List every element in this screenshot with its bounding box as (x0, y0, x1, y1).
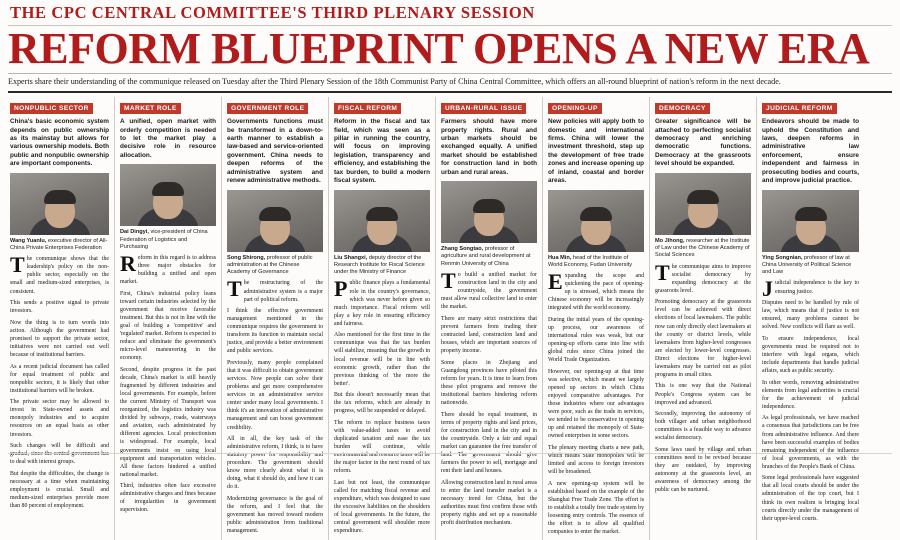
column-intro: New policies will apply both to domestic and international firms. China will lower the investment threshold, step up the development of free trade zones and increase opening up of inland, coastal and border areas. (548, 118, 644, 185)
article-paragraph: In other words, removing administrative elements from legal authorities is crucial for the achievement of judicial independence. (762, 379, 859, 410)
section-tag[interactable]: JUDICIAL REFORM (762, 103, 837, 114)
article-paragraph: But despite the difficulties, the change is necessary at a time when maintaining employment is crucial. Small and medium-sized enterprises provide more than 80 percent of employment. (10, 470, 109, 510)
article-paragraph: A new opening-up system will be established based on the example of the Shanghai Free Trade Zone. The effort is to establish a totally free trade system by loosening entry controls. The essence of the effort is to allow all qualified companies to enter the market. (548, 480, 644, 536)
article-column (222, 97, 329, 540)
divider-bottom (8, 453, 892, 454)
article-paragraph: However, our opening-up at that time was selective, which meant we largely opened up sectors in which China enjoyed comparative advantages. For those industries where our advantages were poor, such as the trade in services, we tended to be conservative in opening up and retained the monopoly of State-owned enterprises in some sectors. (548, 368, 644, 440)
article-column (329, 97, 436, 540)
section-tag[interactable]: OPENING-UP (548, 103, 602, 114)
expert-role: head of the Institute of World Economy, Fudan University (548, 254, 633, 268)
kicker: THE CPC CENTRAL COMMITTEE'S THIRD PLENARY SESSION (10, 3, 535, 22)
article-paragraph: The plenary meeting charts a new path, which means State monopolies will be limited and access to foreign investors will be broadened. (548, 444, 644, 476)
article-paragraph: The private sector may be allowed to invest in State-owned assets and monopoly industries and to acquire resources on an equal basis as other investors. (10, 399, 109, 438)
section-tag[interactable]: MARKET ROLE (120, 103, 181, 114)
section-tag[interactable]: GOVERNMENT ROLE (227, 103, 308, 114)
expert-role: vice-president of China Federation of Logistics and Purchasing (120, 229, 208, 250)
expert-portrait (227, 190, 323, 252)
expert-portrait (120, 164, 216, 226)
article-paragraph: Promoting democracy at the grassroots level can be achieved with direct elections of local lawmakers. The public now can only directly elect lawmakers at the county or district levels, while lawmakers from higher-level congresses are elected by lower-level congresses. Direct elections for higher-level lawmakers may be carried out as pilot programs in small cities. (655, 299, 751, 378)
article-paragraph: The communique aims to improve socialist democracy by expanding democracy at the grassroots level. (655, 259, 751, 294)
article-paragraph: To build a unified market for construction land in the city and countryside, the government must allow rural collective land to enter the market. (441, 268, 537, 311)
article-column (543, 97, 650, 540)
article-paragraph: As a recent judicial document has called for equal treatment of public and nonpublic sectors, it is likely that other institutional barriers will be broken. (10, 363, 109, 394)
standfirst: Experts share their understanding of the communique released on Tuesday after the Third Plenary Session of the 18th Communist Party of China Central Committee, which offers an all-round blueprint of nation's reform in the next decade. (8, 76, 781, 86)
article-columns (8, 97, 892, 540)
article-body (227, 276, 323, 535)
expert-portrait (655, 173, 751, 235)
expert-role: researcher at the Institute of Law under the Chinese Academy of Social Sciences (655, 237, 750, 259)
article-paragraph: During the initial years of the opening-up process, our awareness of international rules was weak, but our opening-up efforts came into line with global rules since China joined the World Trade Organization. (548, 317, 644, 364)
expert-name: Liu Shangxi, (334, 254, 368, 261)
page-title: REFORM BLUEPRINT OPENS A NEW ERA (8, 24, 870, 74)
expert-name: Hua Min, (548, 254, 572, 261)
column-intro: Greater significance will be attached to perfecting socialist democracy and enriching democratic functions. Democracy at the grassroots level should be expanded. (655, 118, 751, 168)
article-paragraph: First, China's industrial policy leans toward certain industries selected by the government that receive favorable treatment. But this is not in line with the goal of building a 'competitive' and 'regulated' market. Reform is expected to reduce and eliminate the government's micro-level maneuvering in the economy. (120, 290, 216, 362)
article-column (757, 97, 864, 540)
article-paragraph: Such changes will be difficult and gradual, since the central government has to deal with interest groups. (10, 443, 109, 466)
expert-portrait (334, 190, 430, 252)
photo-caption (227, 255, 323, 277)
article-paragraph: Third, industries often face excessive administrative charges and fines because of irregularities in government supervision. (120, 483, 216, 514)
column-intro: Reform in the fiscal and tax field, which was seen as a pillar in running the country, will focus on improving legislation, transparency and efficiency, and establishing the tax burden, to build a modern fiscal system. (334, 118, 430, 185)
article-paragraph: Disputes need to be handled by rule of law, which means that if justice is not ensured, many problems cannot be solved. New conflicts will flare as well. (762, 300, 859, 331)
article-paragraph: But this doesn't necessarily mean that the tax reforms, which are already in progress, will be suspended or delayed. (334, 392, 430, 415)
article-column (650, 97, 757, 540)
article-paragraph: There are many strict restrictions that prevent farmers from trading their contracted land, construction land and houses, which are important sources of property income. (441, 315, 537, 355)
photo-caption (10, 238, 109, 253)
article-paragraph: As legal professionals, we have reached a consensus that jurisdictions can be free from administrative influence. And there have been successful examples of bodies remaining independent of the influence of local governments, as with the branches of the People's Bank of China. (762, 415, 859, 470)
column-intro: Farmers should have more property rights. Rural and urban markets should be exchanged equally. A unified market should be established for construction land in both urban and rural areas. (441, 118, 537, 176)
article-body (762, 276, 859, 522)
photo-caption (334, 255, 430, 277)
article-paragraph: Some legal professionals have suggested that all local courts should be under the administration of the top court, but I think its own realism is bringing local courts directly under the management of their upper-level courts. (762, 475, 859, 522)
expert-name: Song Shirong, (227, 254, 266, 261)
expert-portrait (762, 190, 859, 252)
article-paragraph: Secondly, improving the autonomy of both villager and urban neighborhood committees is a feasible way to advance socialist democracy. (655, 411, 751, 442)
article-paragraph: This sends a positive signal to private investors. (10, 300, 109, 315)
article-body (655, 259, 751, 495)
expert-name: Ying Songnian, (762, 254, 803, 261)
article-column (436, 97, 543, 540)
expert-role: professor of agriculture and rural development at Renmin University of China (441, 246, 531, 267)
photo-caption (441, 246, 537, 268)
expert-name: Zhang Songtao, (441, 246, 484, 253)
expert-portrait (441, 181, 537, 243)
article-paragraph: To ensure independence, local governments must be required not to interfere with legal organs, which include departments that handle judicial affairs, such as public security. (762, 335, 859, 375)
article-body (441, 268, 537, 527)
section-tag[interactable]: NONPUBLIC SECTOR (10, 103, 93, 114)
photo-caption (120, 229, 216, 251)
article-paragraph: Now the thing is to turn words into action. Although the government had promised to support the private sector, initiatives were not carried out well because of institutional barriers. (10, 319, 109, 358)
column-intro: Endeavors should be made to uphold the Constitution and laws, deepen reforms in administrative law enforcement, ensure independent and fairness in prosecuting bodies and courts, and improve judicial practice. (762, 118, 859, 185)
column-intro: A unified, open market with orderly competition is needed to let the market play a decisive role in resource allocation. (120, 118, 216, 159)
expert-role: deputy director of the Research Institute for Fiscal Science under the Ministry of Finance (334, 254, 425, 276)
article-body (120, 251, 216, 514)
photo-caption (548, 255, 644, 270)
article-paragraph: I think the effective government management mentioned in the communique requires the government to transform its function to maintain social justice, and provide a better environment and public services. (227, 308, 323, 355)
article-paragraph: The reform to replace business taxes with value-added taxes to avoid duplicated taxation and ease the tax burden will continue, while environmental and resource taxes will be the major factor in the next round of tax reform. (334, 419, 430, 475)
article-paragraph: Reform in this regard is to address three major obstacles for building a unified and open market. (120, 251, 216, 286)
article-paragraph: Previously, many people complained that it was difficult to obtain government services. Now people can solve their problems and get more comprehensive services in an administrative service center under many local governments. I think it's an innovation of administrative management and can boost government credibility. (227, 360, 323, 431)
article-paragraph: Public finance plays a fundamental role in the country's governance, which was never before given so much importance. Fiscal reform will play a key role in ensuring efficiency and fairness. (334, 276, 430, 327)
expert-role: professor of law at China University of Political Science and Law (762, 254, 852, 276)
article-paragraph: The communique shows that the leadership's policy on the non-public sector, especially on the small and medium-sized enterprises, is consistent. (10, 252, 109, 295)
article-paragraph: Some places in Zhejiang and Guangdong provinces have piloted this reform for years. It is time to learn from these pilot programs and remove the institutional barriers hindering reform nationwide. (441, 359, 537, 406)
article-column (115, 97, 222, 540)
expert-name: Dai Dingyi, (120, 229, 149, 236)
article-paragraph: Some laws used by village and urban committees need to be revised because they are outdated, by improving autonomy at the grassroots level, an awareness of democracy among the public can be nurtured. (655, 446, 751, 494)
article-paragraph: Judicial independence is the key to ensuring justice. (762, 276, 859, 302)
article-paragraph: There should be equal treatment, in terms of property rights and land prices, for construction land in the city and in the countryside. Only a fair and equal market can guarantee the free transfer of land. The government should give farmers the power to sell, mortgage and rent their land and houses. (441, 411, 537, 474)
column-intro: Governments functions must be transformed in a down-to-earth manner to establish a law-based and service-oriented government. China needs to deepen reforms of the administrative system and renew administrative methods. (227, 118, 323, 185)
section-tag[interactable]: URBAN-RURAL ISSUE (441, 103, 526, 114)
section-tag[interactable]: DEMOCRACY (655, 103, 710, 114)
expert-role: professor of public administration at the Chinese Academy of Governance (227, 254, 313, 276)
article-paragraph: The restructuring of the administrative system is a major part of political reform. (227, 276, 323, 303)
divider-mid (8, 73, 892, 74)
photo-caption (655, 238, 751, 260)
article-body (548, 269, 644, 536)
article-body (334, 276, 430, 535)
article-column (8, 97, 115, 540)
article-paragraph: Expanding the scope and quickening the pace of opening-up is stressed, which means the Chinese economy will be increasingly integrated with the world economy. (548, 269, 644, 312)
section-tag[interactable]: FISCAL REFORM (334, 103, 401, 114)
expert-name: Wang Yuanlu, (10, 237, 47, 244)
expert-role: executive director of All-China Private Enterprises Federation (10, 237, 108, 252)
column-intro: China's basic economic system depends on public ownership as its mainstay but allows for various ownership models. Both public and nonpublic ownership are important components. (10, 118, 109, 168)
article-body (10, 252, 109, 510)
article-paragraph: Second, despite progress in the past decade, China's market is still heavily fragmented by different industries and local governments. For example, before the current Ministry of Transport was reorganized, the logistics industry was divided by subways, roads, waterways and aviation, each administrated by different agencies. Local protectionism is widespread. For example, local governments insist on using local equipment and transportation vehicles. All these factors hindered a unified national market. (120, 366, 216, 478)
article-paragraph: Also mentioned for the first time in the communique was that the tax burden will stabilize, meaning that the growth in local revenue will be in line with economic growth, rather than the previous thinking of 'the more the better'. (334, 332, 430, 387)
article-paragraph: All in all, the key task of the administrative reform, I think, is to have statutory power for responsibility and procedure. The government should know more clearly about what it is doing, what it should do, and how it can do it. (227, 436, 323, 491)
expert-portrait (10, 173, 109, 235)
article-paragraph: Allowing construction land in rural areas to enter the land transfer market is a necessary trend for China, but the authorities must first confirm those with property rights and set up a reasonable profit distribution mechanism. (441, 479, 537, 526)
divider-thick (8, 91, 892, 93)
expert-name: Mo Jihong, (655, 237, 685, 244)
article-paragraph: Last but not least, the communique called for matching fiscal revenue and expenditure, which was designed to ease the excessive liabilities on the shoulders of local governments. In the future, the central government will shoulder more expenditure. (334, 479, 430, 535)
article-paragraph: Modernizing governance is the goal of the reform, and I feel that the government has moved toward modern public administration from traditional management. (227, 496, 323, 535)
article-paragraph: This is one way that the National People's Congress system can be improved and advanced. (655, 383, 751, 406)
expert-portrait (548, 190, 644, 252)
photo-caption (762, 255, 859, 277)
